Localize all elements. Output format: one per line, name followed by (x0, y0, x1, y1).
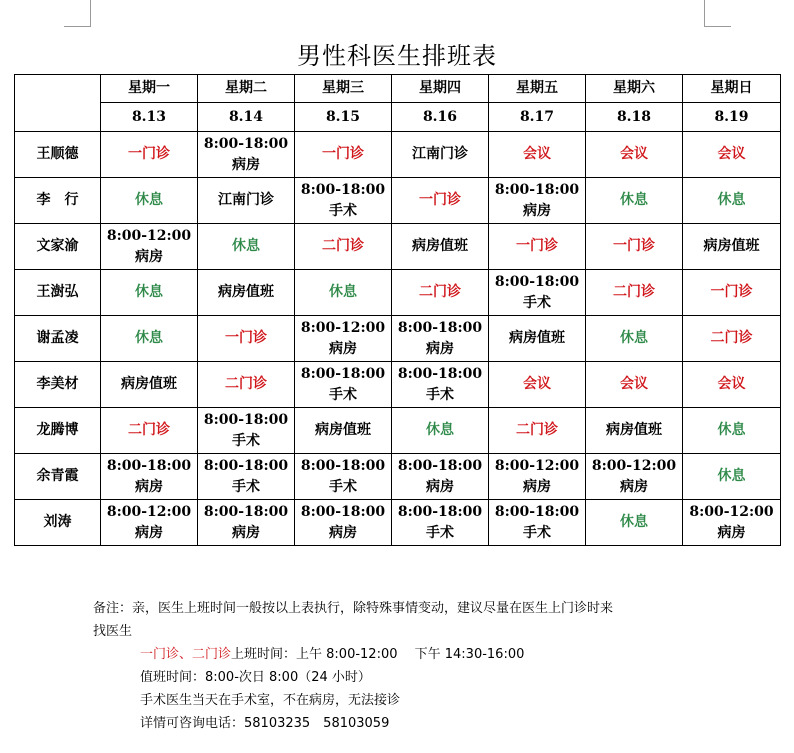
shift-detail: 病房值班 (703, 238, 760, 254)
shift-detail: 手术 (523, 524, 551, 541)
schedule-cell (101, 132, 198, 178)
schedule-cell (198, 500, 295, 546)
shift-detail: 休息 (135, 284, 163, 300)
shift-detail: 休息 (717, 422, 746, 438)
schedule-cell (392, 224, 489, 270)
date-header: 8.15 (295, 103, 392, 132)
shift-detail: 手术 (426, 386, 454, 403)
shift-detail: 病房 (329, 524, 357, 541)
shift-detail: 病房 (135, 524, 163, 541)
schedule-cell (586, 224, 683, 270)
doctor-row (15, 178, 781, 224)
shift-detail: 病房 (426, 478, 454, 495)
doctor-name: 文家渝 (15, 224, 101, 270)
schedule-cell (489, 408, 586, 454)
schedule-cell (295, 408, 392, 454)
day-header: 星期二 (198, 75, 295, 103)
schedule-cell (586, 500, 683, 546)
schedule-cell (198, 178, 295, 224)
shift-detail: 病房值班 (606, 422, 662, 438)
schedule-cell (295, 454, 392, 500)
shift-detail: 休息 (717, 468, 746, 484)
contact-note: 详情可咨询电话：58103235 58103059 (140, 716, 390, 731)
schedule-cell (392, 132, 489, 178)
shift-detail: 病房值班 (412, 238, 468, 254)
schedule-cell (683, 270, 781, 316)
shift-detail: 休息 (426, 422, 454, 438)
shift-detail: 病房 (329, 340, 357, 357)
notes-line-2: 找医生 (93, 624, 133, 639)
shift-time: 8:00-12:00 (300, 319, 386, 336)
doctor-name: 刘涛 (15, 500, 101, 546)
shift-time: 8:00-18:00 (494, 181, 580, 198)
schedule-cell (683, 408, 781, 454)
shift-time: 8:00-18:00 (397, 457, 483, 474)
shift-detail: 会议 (620, 146, 648, 162)
schedule-cell (101, 224, 198, 270)
shift-detail: 病房值班 (509, 330, 565, 346)
schedule-cell (586, 362, 683, 408)
day-header: 星期四 (392, 75, 489, 103)
shift-detail: 二门诊 (128, 422, 170, 438)
schedule-cell (392, 270, 489, 316)
doctor-name: 王澍弘 (15, 270, 101, 316)
schedule-cell (295, 270, 392, 316)
shift-time: 8:00-18:00 (397, 503, 483, 520)
doctor-row (15, 270, 781, 316)
notes-section (93, 597, 733, 735)
page-title: 男性科医生排班表 (297, 42, 497, 70)
shift-time: 8:00-18:00 (106, 457, 192, 474)
schedule-cell (101, 316, 198, 362)
schedule-cell (198, 408, 295, 454)
shift-detail: 手术 (426, 524, 454, 541)
date-header: 8.19 (683, 103, 781, 132)
schedule-cell (101, 270, 198, 316)
shift-time: 8:00-18:00 (494, 273, 580, 290)
shift-time: 8:00-12:00 (689, 503, 774, 520)
shift-time: 8:00-12:00 (591, 457, 677, 474)
shift-detail: 一门诊 (128, 146, 170, 162)
shift-detail: 病房值班 (121, 376, 177, 392)
schedule-cell (295, 132, 392, 178)
shift-detail: 江南门诊 (218, 192, 274, 208)
surgery-note: 手术医生当天在手术室，不在病房，无法接诊 (140, 693, 401, 708)
doctor-row (15, 224, 781, 270)
shift-detail: 病房 (135, 478, 163, 495)
schedule-cell (198, 316, 295, 362)
shift-detail: 休息 (717, 192, 746, 208)
date-header: 8.14 (198, 103, 295, 132)
shift-detail: 会议 (717, 376, 746, 392)
shift-time: 8:00-12:00 (106, 227, 192, 244)
schedule-cell (198, 270, 295, 316)
shift-detail: 病房 (232, 156, 260, 173)
shift-detail: 手术 (523, 294, 551, 311)
shift-detail: 一门诊 (225, 330, 267, 346)
schedule-cell (198, 132, 295, 178)
schedule-cell (295, 224, 392, 270)
shift-detail: 休息 (620, 192, 648, 208)
schedule-cell (392, 178, 489, 224)
shift-detail: 病房 (523, 478, 551, 495)
doctor-row (15, 454, 781, 500)
shift-detail: 江南门诊 (412, 146, 468, 162)
shift-detail: 休息 (135, 192, 163, 208)
clinic-label: 一门诊、二门诊 (140, 647, 232, 662)
schedule-cell (489, 500, 586, 546)
shift-time: 8:00-18:00 (203, 503, 289, 520)
doctor-row (15, 132, 781, 178)
schedule-cell (295, 362, 392, 408)
schedule-cell (392, 316, 489, 362)
schedule-cell (101, 454, 198, 500)
shift-detail: 休息 (620, 330, 648, 346)
schedule-cell (489, 270, 586, 316)
schedule-cell (392, 500, 489, 546)
shift-detail: 休息 (232, 238, 260, 254)
shift-time: 8:00-18:00 (300, 181, 386, 198)
schedule-cell (489, 132, 586, 178)
schedule-cell (586, 270, 683, 316)
doctor-name: 李 行 (15, 178, 101, 224)
shift-detail: 病房值班 (315, 422, 371, 438)
schedule-cell (295, 316, 392, 362)
day-header: 星期五 (489, 75, 586, 103)
shift-detail: 病房 (135, 248, 163, 265)
schedule-cell (683, 132, 781, 178)
shift-time: 8:00-12:00 (494, 457, 580, 474)
date-header: 8.13 (101, 103, 198, 132)
shift-detail: 二门诊 (516, 422, 558, 438)
schedule-table (14, 74, 781, 546)
shift-detail: 一门诊 (613, 238, 655, 254)
shift-time: 8:00-12:00 (106, 503, 192, 520)
doctor-name: 余青霞 (15, 454, 101, 500)
schedule-cell (198, 362, 295, 408)
day-header-row (15, 75, 781, 103)
schedule-cell (489, 454, 586, 500)
shift-detail: 二门诊 (613, 284, 655, 300)
shift-time: 8:00-18:00 (494, 503, 580, 520)
clinic-hours: 上班时间：上午 8:00-12:00 下午 14:30-16:00 (231, 647, 525, 662)
schedule-cell (586, 454, 683, 500)
shift-detail: 一门诊 (710, 284, 753, 300)
shift-time: 8:00-18:00 (203, 457, 289, 474)
shift-time: 8:00-18:00 (203, 135, 289, 152)
schedule-cell (683, 454, 781, 500)
doctor-name: 李美材 (15, 362, 101, 408)
shift-detail: 手术 (329, 478, 357, 495)
date-header: 8.18 (586, 103, 683, 132)
shift-detail: 会议 (620, 376, 648, 392)
shift-detail: 病房值班 (218, 284, 274, 300)
schedule-cell (586, 132, 683, 178)
doctor-row (15, 408, 781, 454)
shift-detail: 会议 (717, 146, 746, 162)
schedule-cell (198, 454, 295, 500)
notes-line-1: 备注：亲，医生上班时间一般按以上表执行，除特殊事情变动，建议尽量在医生上门诊时来 (93, 601, 614, 616)
doctor-row (15, 500, 781, 546)
schedule-cell (683, 178, 781, 224)
day-header: 星期一 (101, 75, 198, 103)
date-header: 8.16 (392, 103, 489, 132)
schedule-cell (295, 500, 392, 546)
shift-detail: 手术 (329, 386, 357, 403)
schedule-cell (683, 362, 781, 408)
page-corner-mark-left (64, 0, 91, 27)
schedule-cell (392, 454, 489, 500)
doctor-name: 龙腾博 (15, 408, 101, 454)
schedule-cell (489, 224, 586, 270)
shift-detail: 会议 (523, 376, 551, 392)
shift-detail: 休息 (135, 330, 163, 346)
shift-detail: 休息 (329, 284, 357, 300)
doctor-name: 谢孟凌 (15, 316, 101, 362)
shift-time: 8:00-18:00 (397, 365, 483, 382)
day-header: 星期六 (586, 75, 683, 103)
shift-detail: 手术 (232, 432, 260, 449)
schedule-cell (489, 178, 586, 224)
schedule-cell (392, 362, 489, 408)
day-header: 星期日 (683, 75, 781, 103)
shift-detail: 病房 (232, 524, 260, 541)
schedule-cell (586, 178, 683, 224)
schedule-cell (101, 500, 198, 546)
schedule-cell (198, 224, 295, 270)
schedule-cell (392, 408, 489, 454)
page-corner-mark-right (704, 0, 731, 27)
schedule-cell (295, 178, 392, 224)
shift-detail: 一门诊 (516, 238, 558, 254)
shift-detail: 二门诊 (419, 284, 461, 300)
shift-detail: 一门诊 (419, 192, 461, 208)
shift-detail: 病房 (717, 524, 746, 541)
shift-detail: 病房 (426, 340, 454, 357)
shift-detail: 一门诊 (322, 146, 364, 162)
schedule-cell (683, 224, 781, 270)
schedule-cell (586, 408, 683, 454)
shift-detail: 二门诊 (710, 330, 753, 346)
shift-detail: 二门诊 (322, 238, 364, 254)
schedule-cell (683, 316, 781, 362)
shift-time: 8:00-18:00 (300, 503, 386, 520)
doctor-row (15, 316, 781, 362)
shift-detail: 二门诊 (225, 376, 267, 392)
shift-detail: 病房 (523, 202, 551, 219)
schedule-cell (101, 362, 198, 408)
corner-cell (15, 75, 101, 132)
date-header-row (15, 103, 781, 132)
schedule-cell (101, 408, 198, 454)
shift-time: 8:00-18:00 (300, 457, 386, 474)
duty-hours-note: 值班时间：8:00-次日 8:00（24 小时） (140, 670, 371, 685)
schedule-cell (101, 178, 198, 224)
clinic-hours-note (93, 643, 733, 666)
date-header: 8.17 (489, 103, 586, 132)
shift-time: 8:00-18:00 (203, 411, 289, 428)
schedule-cell (586, 316, 683, 362)
shift-time: 8:00-18:00 (300, 365, 386, 382)
doctor-row (15, 362, 781, 408)
doctor-name: 王顺德 (15, 132, 101, 178)
shift-detail: 手术 (329, 202, 357, 219)
schedule-cell (489, 362, 586, 408)
shift-detail: 会议 (523, 146, 551, 162)
shift-time: 8:00-18:00 (397, 319, 483, 336)
schedule-cell (683, 500, 781, 546)
shift-detail: 手术 (232, 478, 260, 495)
shift-detail: 休息 (620, 514, 648, 530)
schedule-cell (489, 316, 586, 362)
day-header: 星期三 (295, 75, 392, 103)
shift-detail: 病房 (620, 478, 648, 495)
